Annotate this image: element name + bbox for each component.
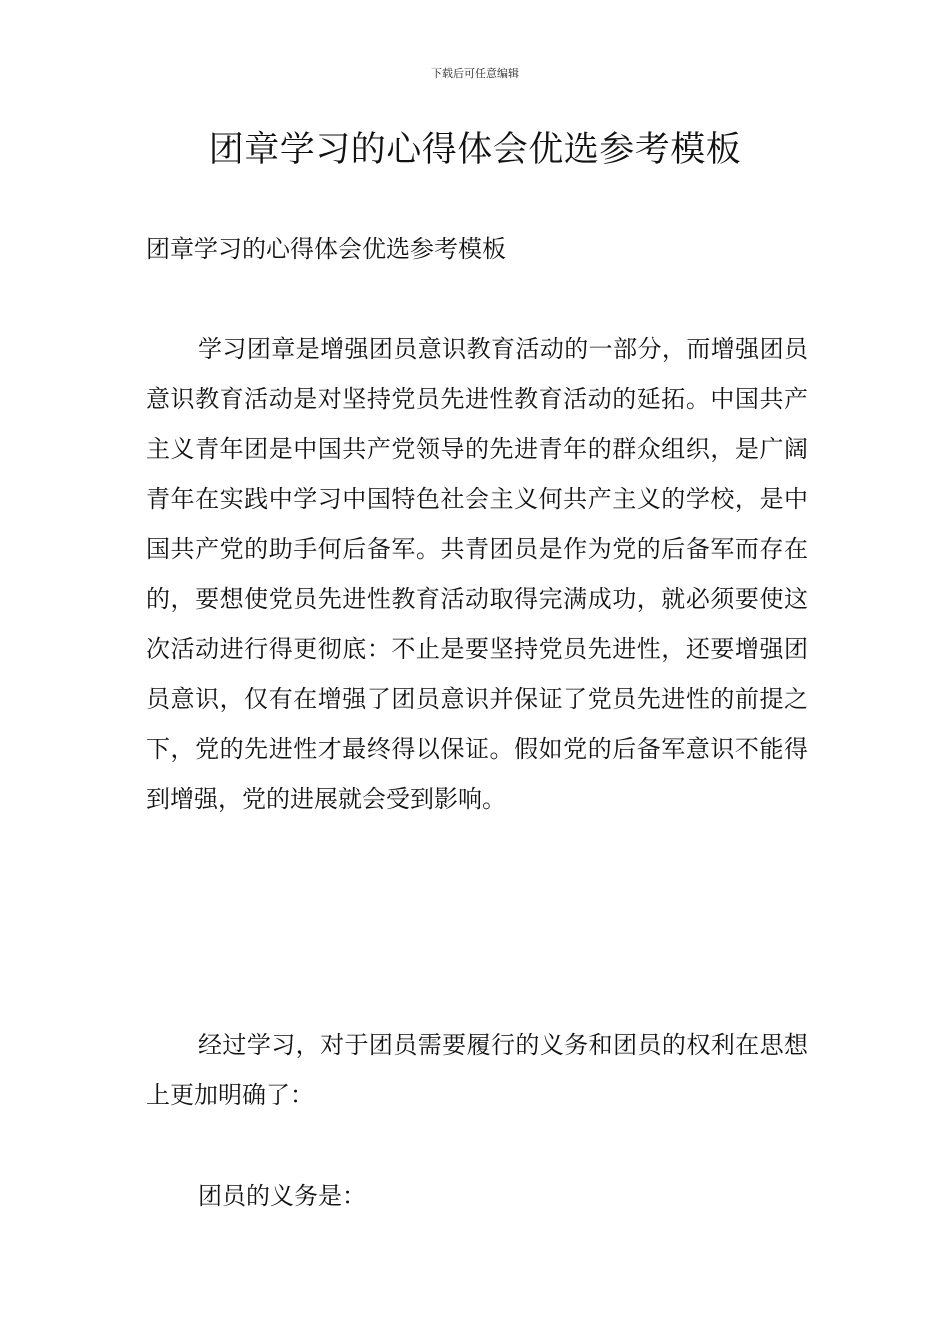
document-subtitle: 团章学习的心得体会优选参考模板 <box>146 235 506 263</box>
paragraph-duties-heading: 团员的义务是： <box>198 1182 366 1210</box>
paragraph-study-result: 经过学习，对于团员需要履行的义务和团员的权利在思想上更加明确了： <box>146 1031 808 1109</box>
document-title: 团章学习的心得体会优选参考模板 <box>208 130 742 170</box>
paragraph-intro: 学习团章是增强团员意识教育活动的一部分，而增强团员意识教育活动是对坚持党员先进性教育活动的延拓。中国共产主义青年团是中国共产党领导的先进青年的群众组织，是广阔青年在实践中学习中国特色社会主义何共产主义的学校，是中国共产党的助手何后备军。共青团员是作为党的后备军而存在的，要想使党员先进性教育活动取得完满成功，就必须要使这次活动进行得更彻底：不止是要坚持党员先进性，还要增强团员意识，仅有在增强了团员意识并保证了党员先进性的前提之下，党的先进性才最终得以保证。假如党的后备军意识不能得到增强，党的进展就会受到影响。 <box>146 335 808 813</box>
header-note: 下载后可任意编辑 <box>431 67 519 80</box>
